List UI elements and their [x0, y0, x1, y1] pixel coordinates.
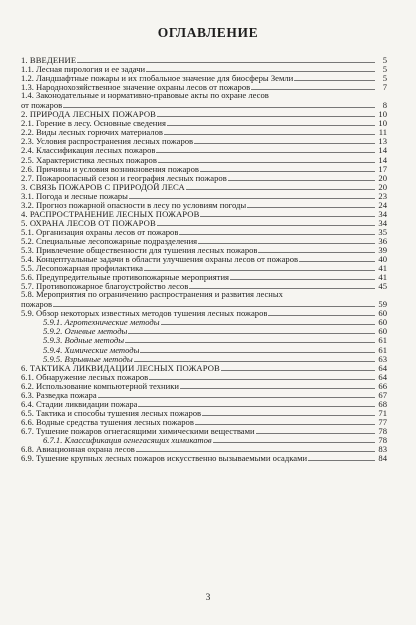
leader-dots [200, 209, 375, 217]
toc-entry [21, 145, 387, 154]
leader-dots [157, 109, 375, 117]
leader-dots [156, 145, 375, 153]
toc-entry-text: 5.2. Специальные лесопожарные подразделения [21, 236, 198, 246]
toc-entry [21, 82, 387, 91]
toc-entry [21, 390, 387, 399]
toc-entry-text: 2.4. Классификация лесных пожаров [21, 146, 156, 156]
toc-entry-text: 5. ОХРАНА ЛЕСОВ ОТ ПОЖАРОВ [21, 218, 156, 228]
toc-entry [21, 354, 387, 363]
leader-dots [230, 272, 375, 280]
toc-entry-page: 5 [382, 73, 387, 84]
toc-entry-page: 67 [378, 389, 387, 400]
leader-dots [149, 372, 375, 380]
toc-entry-text: 5.9.4. Химические методы [43, 345, 140, 355]
leader-dots [134, 354, 375, 362]
toc-entry [21, 363, 387, 372]
toc-entry-text: 5.7. Противопожарное благоустройство лесов [21, 282, 189, 292]
toc-entry-page: 84 [378, 453, 387, 464]
toc-entry-text: 5.3. Привлечение общественности для тушения лесных пожаров [21, 245, 258, 255]
toc-entry-text: 2.1. Горение в лесу. Основные сведения [21, 119, 166, 129]
toc-entry-text: 5.9. Обзор некоторых известных методов тушения лесных пожаров [21, 309, 268, 319]
toc-entry-page: 64 [378, 371, 387, 382]
toc-entry-text: 6.2. Использование компьютерной техники [21, 381, 179, 391]
toc-entry-page: 68 [378, 398, 387, 409]
toc-entry [21, 155, 387, 164]
toc-entry-page: 34 [378, 217, 387, 228]
toc-entry-page: 10 [378, 109, 387, 120]
page-number: 3 [205, 593, 211, 603]
leader-dots [213, 435, 375, 443]
toc-entry [21, 236, 387, 245]
table-of-contents [21, 55, 387, 462]
toc-entry-text: 5.9.1. Агротехнические методы [43, 318, 160, 328]
leader-dots [198, 236, 375, 244]
toc-entry-text: 5.9.2. Огневые методы [43, 327, 128, 337]
leader-dots [146, 64, 375, 72]
leader-dots [180, 381, 375, 389]
toc-entry [21, 209, 387, 218]
toc-entry-text: 1.4. Законодательные и нормативно-правовые акты по охране лесов [21, 91, 269, 101]
toc-entry-page: 17 [378, 163, 387, 174]
toc-entry-text: 5.8. Мероприятия по ограничению распространения и развития лесных [21, 290, 283, 300]
toc-entry [21, 335, 387, 344]
toc-entry [21, 245, 387, 254]
leader-dots [258, 245, 375, 253]
toc-entry [21, 136, 387, 145]
leader-dots [167, 118, 375, 126]
toc-entry-page: 59 [378, 299, 387, 310]
toc-entry-text: 6.1. Обнаружение лесных пожаров [21, 372, 149, 382]
toc-entry [21, 272, 387, 281]
toc-entry-page: 64 [378, 362, 387, 373]
toc-entry-page: 5 [382, 55, 387, 65]
toc-entry [21, 426, 387, 435]
page-title: ОГЛАВЛЕНИЕ [157, 25, 259, 40]
toc-entry-text: 6.8. Авиационная охрана лесов [21, 445, 135, 455]
leader-dots [194, 136, 375, 144]
leader-dots [251, 82, 375, 90]
toc-entry-page: 34 [378, 208, 387, 219]
toc-entry-page: 20 [378, 181, 387, 192]
toc-entry-page: 35 [378, 226, 387, 237]
toc-entry [21, 263, 387, 272]
leader-dots [98, 390, 375, 398]
toc-entry-text: 2.3. Условия распространения лесных пожаров [21, 137, 194, 147]
leader-dots [256, 426, 375, 434]
leader-dots [77, 55, 375, 63]
toc-entry-page: 24 [378, 199, 387, 210]
toc-entry-text: 5.4. Концептуальные задачи в области улучшения охраны лесов от пожаров [21, 255, 299, 265]
toc-entry-text-cont: пожаров [21, 300, 53, 310]
toc-entry [21, 254, 387, 263]
toc-entry-text: 6.9. Тушение крупных лесных пожаров искусственно вызываемыми осадками [21, 454, 308, 464]
toc-entry-page: 60 [378, 317, 387, 328]
toc-entry [21, 55, 387, 64]
toc-entry-page: 60 [378, 326, 387, 337]
leader-dots [129, 191, 375, 199]
toc-entry [21, 218, 387, 227]
toc-entry-text: 6.7.1. Классификация огнегасящих химикатов [43, 435, 212, 445]
toc-entry-page: 8 [382, 100, 387, 111]
toc-entry-text: 6.5. Тактика и способы тушения лесных пожаров [21, 408, 202, 418]
toc-entry [21, 64, 387, 73]
toc-entry-page: 14 [378, 154, 387, 165]
leader-dots [221, 363, 375, 371]
toc-entry-text: 3. СВЯЗЬ ПОЖАРОВ С ПРИРОДОЙ ЛЕСА [21, 182, 185, 192]
toc-entry [21, 308, 387, 317]
toc-entry-page: 60 [378, 308, 387, 319]
toc-entry-text: 2.2. Виды лесных горючих материалов [21, 128, 163, 138]
toc-entry-text-cont: от пожаров [21, 101, 63, 111]
toc-entry-page: 41 [378, 263, 387, 274]
leader-dots [189, 281, 375, 289]
leader-dots [125, 335, 375, 343]
toc-entry [21, 435, 387, 444]
leader-dots [228, 173, 375, 181]
toc-entry [21, 227, 387, 236]
toc-entry-text: 1.3. Народнохозяйственное значение охраны лесов от пожаров [21, 83, 251, 93]
toc-entry-text: 1.2. Ландшафтные пожары и их глобальное значение для биосферы Земли [21, 74, 294, 84]
toc-entry-text: 2. ПРИРОДА ЛЕСНЫХ ПОЖАРОВ [21, 110, 156, 120]
leader-dots [200, 164, 375, 172]
leader-dots [136, 444, 375, 452]
leader-dots [158, 155, 375, 163]
toc-entry-page: 61 [378, 344, 387, 355]
toc-entry-text: 2.5. Характеристика лесных пожаров [21, 155, 157, 165]
leader-dots [138, 399, 375, 407]
toc-entry [21, 191, 387, 200]
toc-entry [21, 345, 387, 354]
toc-entry-text: 5.6. Предупредительные противопожарные мероприятия [21, 273, 229, 283]
leader-dots [294, 73, 375, 81]
leader-dots [157, 218, 375, 226]
toc-entry-page: 78 [378, 425, 387, 436]
toc-entry-page: 71 [378, 407, 387, 418]
leader-dots [144, 263, 375, 271]
toc-entry-page: 61 [378, 335, 387, 346]
toc-entry [21, 290, 387, 308]
toc-entry-text: 3.2. Прогноз пожарной опасности в лесу по условиям погоды [21, 200, 247, 210]
toc-entry [21, 109, 387, 118]
toc-entry-page: 83 [378, 444, 387, 455]
toc-entry [21, 408, 387, 417]
toc-entry-text: 6.4. Стадии ликвидации пожара [21, 399, 138, 409]
toc-entry-page: 41 [378, 272, 387, 283]
toc-entry [21, 164, 387, 173]
toc-entry [21, 91, 387, 109]
leader-dots [202, 408, 375, 416]
toc-entry [21, 173, 387, 182]
toc-entry-page: 11 [378, 127, 387, 138]
toc-entry-page: 78 [378, 434, 387, 445]
leader-dots [63, 100, 375, 108]
toc-entry-text: 2.6. Причины и условия возникновения пожаров [21, 164, 199, 174]
toc-entry-page: 23 [378, 190, 387, 201]
toc-entry-page: 40 [378, 254, 387, 265]
leader-dots [164, 127, 375, 135]
leader-dots [186, 182, 375, 190]
toc-entry [21, 453, 387, 462]
toc-entry-text: 6.7. Тушение пожаров огнегасящими химическими веществами [21, 426, 255, 436]
leader-dots [128, 326, 375, 334]
toc-entry-text: 6.3. Разведка пожара [21, 390, 97, 400]
toc-entry-text: 2.7. Пожароопасный сезон и география лесных пожаров [21, 173, 227, 183]
toc-entry-page: 66 [378, 380, 387, 391]
leader-dots [161, 317, 375, 325]
toc-entry-text: 6.6. Водные средства тушения лесных пожаров [21, 417, 194, 427]
toc-entry-text: 3.1. Погода и лесные пожары [21, 191, 128, 201]
toc-entry-text: 1.1. Лесная пирология и ее задачи [21, 65, 146, 75]
toc-entry [21, 200, 387, 209]
toc-entry-page: 39 [378, 244, 387, 255]
toc-entry-page: 20 [378, 172, 387, 183]
toc-entry-text: 5.9.3. Водные методы [43, 336, 125, 346]
toc-entry-page: 77 [378, 416, 387, 427]
toc-entry [21, 281, 387, 290]
toc-entry [21, 381, 387, 390]
toc-entry-text: 4. РАСПРОСТРАНЕНИЕ ЛЕСНЫХ ПОЖАРОВ [21, 209, 200, 219]
toc-entry [21, 127, 387, 136]
toc-entry-page: 5 [382, 64, 387, 75]
leader-dots [247, 200, 375, 208]
toc-entry-page: 10 [378, 118, 387, 129]
leader-dots [53, 299, 375, 307]
toc-entry [21, 118, 387, 127]
leader-dots [299, 254, 375, 262]
toc-entry [21, 444, 387, 453]
leader-dots [179, 227, 375, 235]
toc-entry [21, 317, 387, 326]
leader-dots [308, 453, 375, 461]
toc-entry-text: 6. ТАКТИКА ЛИКВИДАЦИИ ЛЕСНЫХ ПОЖАРОВ [21, 363, 220, 373]
toc-entry-text: 5.1. Организация охраны лесов от пожаров [21, 227, 179, 237]
toc-entry-page: 14 [378, 145, 387, 156]
toc-entry [21, 417, 387, 426]
toc-entry-page: 13 [378, 136, 387, 147]
leader-dots [140, 345, 375, 353]
toc-entry-page: 45 [378, 281, 387, 292]
toc-entry-text: 5.5. Лесопожарная профилактика [21, 264, 143, 274]
toc-entry [21, 182, 387, 191]
toc-entry [21, 372, 387, 381]
toc-entry [21, 399, 387, 408]
leader-dots [268, 308, 375, 316]
toc-entry-page: 63 [378, 353, 387, 364]
toc-entry-text: 1. ВВЕДЕНИЕ [21, 56, 77, 65]
toc-entry [21, 73, 387, 82]
toc-entry [21, 326, 387, 335]
toc-entry-page: 7 [382, 82, 387, 93]
toc-entry-text: 5.9.5. Взрывные методы [43, 354, 133, 364]
toc-entry-page: 36 [378, 235, 387, 246]
leader-dots [195, 417, 375, 425]
